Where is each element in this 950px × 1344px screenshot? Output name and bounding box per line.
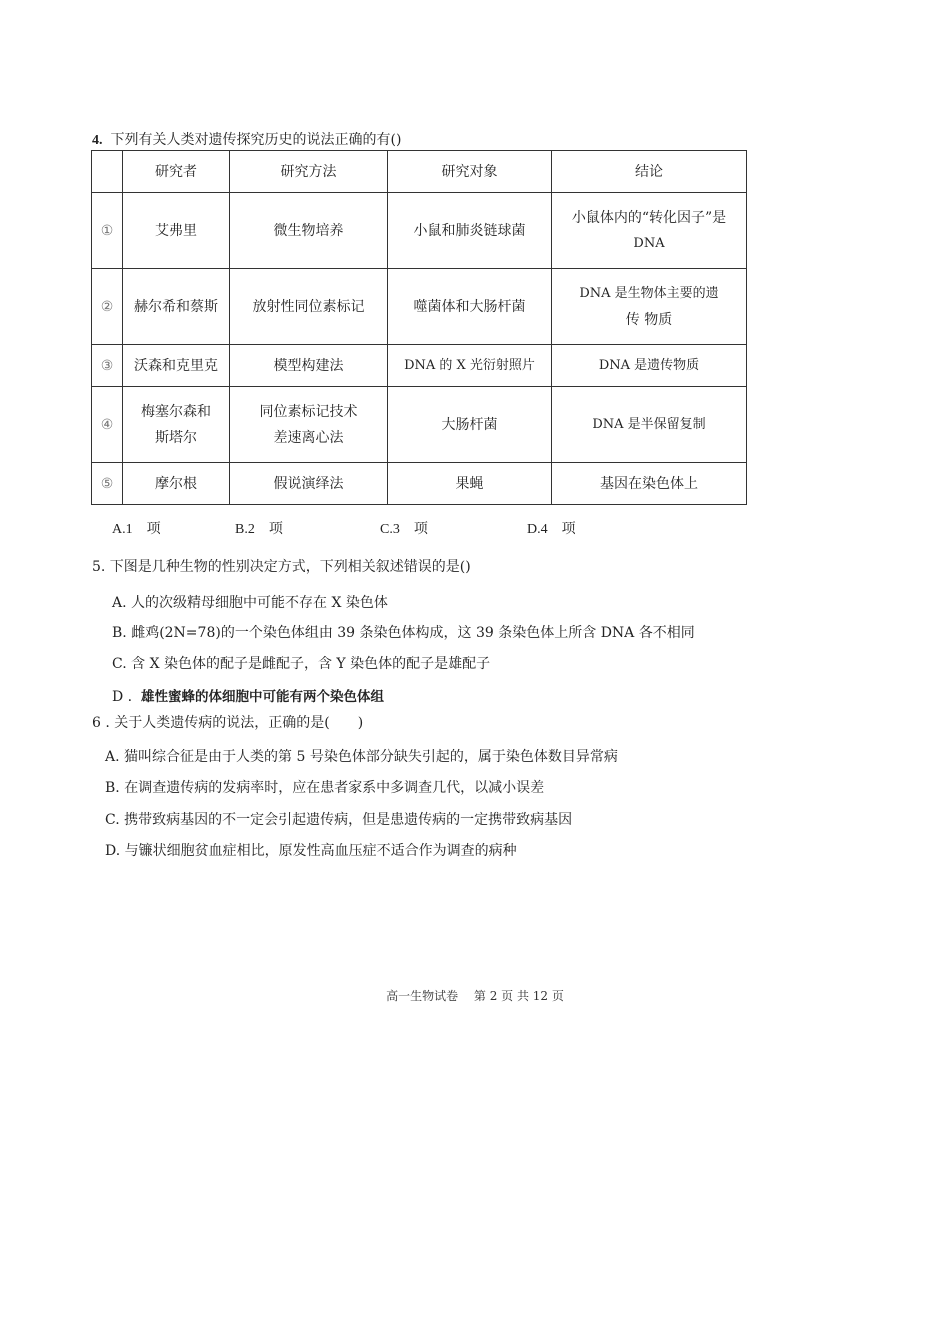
row-researcher-line2: 斯塔尔 xyxy=(155,429,197,446)
research-history-table xyxy=(91,150,747,505)
q6-option-d[interactable]: D. 与镰状细胞贫血症相比，原发性高血压症不适合作为调查的病种 xyxy=(105,843,517,859)
row-method-line1: 同位素标记技术 xyxy=(259,403,358,420)
row-conclusion xyxy=(552,269,747,345)
q6-option-b[interactable]: B. 在调查遗传病的发病率时，应在患者家系中多调查几代，以减小误差 xyxy=(105,780,545,796)
row-method: 微生物培养 xyxy=(230,193,388,269)
row-subject: 噬菌体和大肠杆菌 xyxy=(388,269,552,345)
row-index: ② xyxy=(92,269,123,345)
row-method-line2: 差速离心法 xyxy=(273,429,344,446)
table-row xyxy=(92,345,747,387)
row-conclusion: DNA 是半保留复制 xyxy=(552,387,747,463)
q5-option-a[interactable]: A. 人的次级精母细胞中可能不存在 X 染色体 xyxy=(112,595,388,611)
row-subject: DNA 的 X 光衍射照片 xyxy=(388,345,552,387)
page-footer: 高一生物试卷 第 2 页 共 12 页 xyxy=(386,989,564,1003)
row-conclusion-line2: DNA xyxy=(633,235,665,251)
row-method: 假说演绎法 xyxy=(230,463,388,505)
table-row xyxy=(92,193,747,269)
row-index: ④ xyxy=(92,387,123,463)
question-4-text: 下列有关人类对遗传探究历史的说法正确的有() xyxy=(110,132,402,148)
question-6-stem: 6 . 关于人类遗传病的说法，正确的是( ) xyxy=(92,715,364,731)
row-method: 模型构建法 xyxy=(230,345,388,387)
q4-option-b[interactable]: B.2 项 xyxy=(235,522,283,537)
row-researcher: 赫尔希和蔡斯 xyxy=(123,269,230,345)
row-subject: 果蝇 xyxy=(388,463,552,505)
q5-option-d-text: 雄性蜜蜂的体细胞中可能有两个染色体组 xyxy=(141,689,385,705)
row-index: ⑤ xyxy=(92,463,123,505)
question-5-stem: 5. 下图是几种生物的性别决定方式，下列相关叙述错误的是() xyxy=(92,559,471,575)
q5-option-b[interactable]: B. 雌鸡(2N=78)的一个染色体组由 39 条染色体构成，这 39 条染色体上所含 DNA 各不相同 xyxy=(112,625,695,641)
q5-option-c[interactable]: C. 含 X 染色体的配子是雌配子，含 Y 染色体的配子是雄配子 xyxy=(112,656,491,672)
row-conclusion xyxy=(552,193,747,269)
header-researcher: 研究者 xyxy=(123,151,230,193)
table-row xyxy=(92,387,747,463)
q4-option-a[interactable]: A.1 项 xyxy=(112,522,161,537)
table-row xyxy=(92,269,747,345)
row-method xyxy=(230,387,388,463)
table-row xyxy=(92,463,747,505)
question-4-number: 4. xyxy=(92,133,103,148)
row-conclusion-line1: DNA 是生物体主要的遗 xyxy=(579,285,719,301)
row-researcher: 艾弗里 xyxy=(123,193,230,269)
row-conclusion: 基因在染色体上 xyxy=(552,463,747,505)
header-blank xyxy=(92,151,123,193)
q4-option-c[interactable]: C.3 项 xyxy=(380,522,428,537)
header-conclusion: 结论 xyxy=(552,151,747,193)
row-subject: 小鼠和肺炎链球菌 xyxy=(388,193,552,269)
row-conclusion: DNA 是遗传物质 xyxy=(552,345,747,387)
q5-option-d-label: D . xyxy=(112,689,133,705)
row-index: ① xyxy=(92,193,123,269)
q6-option-a[interactable]: A. 猫叫综合征是由于人类的第 5 号染色体部分缺失引起的，属于染色体数目异常病 xyxy=(105,749,618,765)
question-4-stem xyxy=(92,129,401,149)
row-index: ③ xyxy=(92,345,123,387)
row-researcher-line1: 梅塞尔森和 xyxy=(141,403,211,420)
row-researcher xyxy=(123,387,230,463)
table-header-row xyxy=(92,151,747,193)
q6-option-c[interactable]: C. 携带致病基因的不一定会引起遗传病，但是患遗传病的一定携带致病基因 xyxy=(105,812,573,828)
header-method: 研究方法 xyxy=(230,151,388,193)
row-method: 放射性同位素标记 xyxy=(230,269,388,345)
row-subject: 大肠杆菌 xyxy=(388,387,552,463)
row-researcher: 摩尔根 xyxy=(123,463,230,505)
row-researcher: 沃森和克里克 xyxy=(123,345,230,387)
row-conclusion-line2: 传 物质 xyxy=(625,311,673,328)
header-subject: 研究对象 xyxy=(388,151,552,193)
q5-option-d[interactable] xyxy=(112,685,384,705)
q4-option-d[interactable]: D.4 项 xyxy=(527,522,576,537)
row-conclusion-line1: 小鼠体内的“转化因子”是 xyxy=(571,209,727,226)
